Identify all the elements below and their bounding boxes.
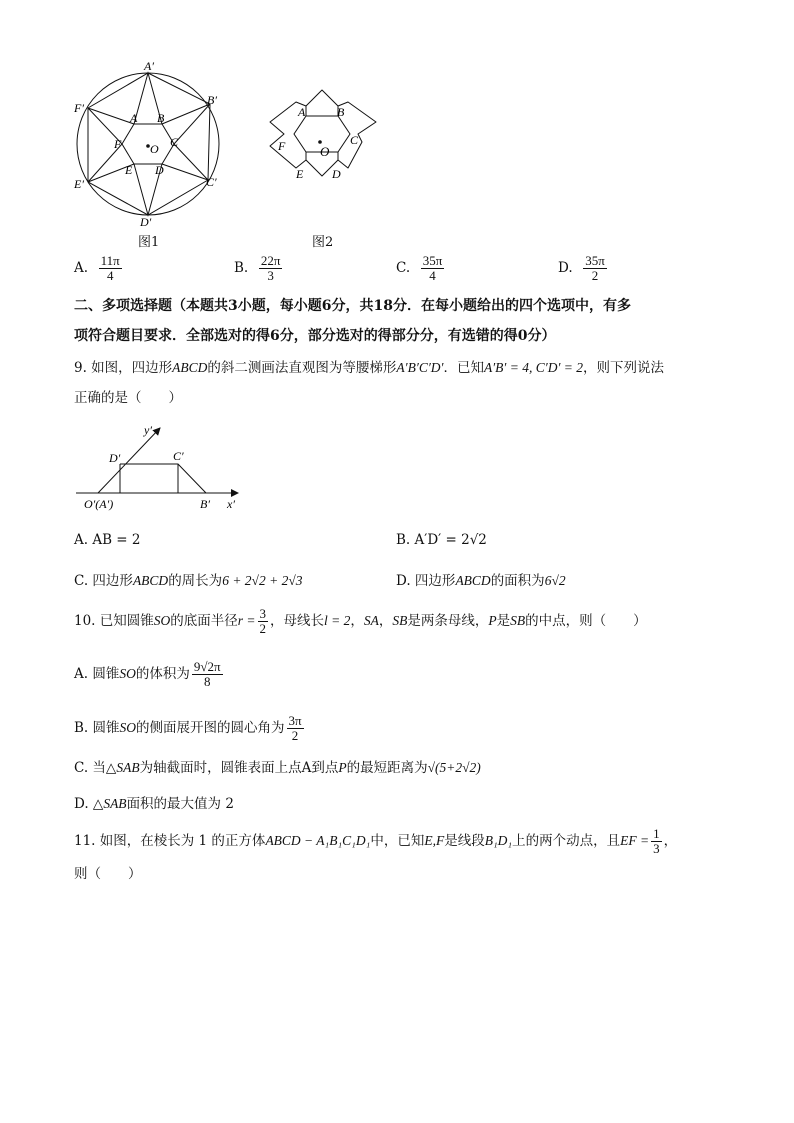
q9-label-o: O′(A′) bbox=[84, 497, 114, 511]
q9-label-b: B′ bbox=[200, 497, 210, 511]
svg-text:A′: A′ bbox=[144, 59, 154, 73]
q9-label-y: y′ bbox=[144, 423, 152, 437]
q10-stem: 10. 已知圆锥 SO 的底面半径 r = $\frac{3}{2}$ ，母线长 l = 2 ， SA ， SB 是两条母线， P 是 SB 的中点，则（ ） bbox=[74, 605, 647, 636]
q11-stem-line1: 11. 如图，在棱长为 1 的正方体 ABCD − A₁B₁C₁D₁ 中，已知 E,F 是线段 B₁D₁ 上的两个动点，且 EF = $\frac{1}{3}$ ， bbox=[74, 825, 678, 856]
q10-option-b: B. 圆锥 SO 的侧面展开图的圆心角为 $\frac{3\pi}{2}$ bbox=[74, 712, 302, 743]
svg-text:D: D bbox=[155, 163, 164, 177]
q8-option-b: B. $\frac{22\pi}{3}$ bbox=[234, 252, 281, 283]
svg-text:D: D bbox=[332, 167, 341, 181]
q9-label-c: C′ bbox=[173, 449, 184, 463]
section-2-header-line1: 二、多项选择题（本题共3小题，每小题6分，共18分．在每小题给出的四个选项中，有多 bbox=[74, 298, 631, 314]
svg-text:C: C bbox=[350, 133, 359, 147]
q9-option-d: D. 四边形ABCD的面积为6√2 bbox=[396, 573, 566, 589]
svg-text:O: O bbox=[150, 142, 159, 156]
figure-2-caption: 图2 bbox=[312, 235, 334, 250]
figure-1-caption: 图1 bbox=[138, 235, 160, 250]
q10-option-d: D. △SAB面积的最大值为 2 bbox=[74, 796, 234, 812]
svg-text:A: A bbox=[298, 105, 306, 119]
svg-text:D′: D′ bbox=[140, 215, 152, 228]
q8-option-a: A. $\frac{11\pi}{4}$ bbox=[74, 252, 120, 283]
svg-text:F: F bbox=[114, 137, 122, 151]
svg-text:F′: F′ bbox=[74, 101, 84, 115]
q10-option-c: C. 当△SAB为轴截面时，圆锥表面上点A到点P的最短距离为√(5+2√2) bbox=[74, 760, 481, 776]
svg-text:C: C bbox=[170, 135, 179, 149]
q9-stem-line2: 正确的是（ ） bbox=[74, 390, 182, 406]
q9-label-d: D′ bbox=[109, 451, 121, 465]
q10-option-a: A. 圆锥 SO 的体积为 $\frac{9√2\pi}{8}$ bbox=[74, 658, 221, 689]
svg-text:B′: B′ bbox=[207, 93, 217, 107]
svg-text:C′: C′ bbox=[206, 175, 217, 189]
q9-option-b: B. A′D′ = 2√2 bbox=[396, 532, 487, 548]
q11-stem-line2: 则（ ） bbox=[74, 866, 142, 882]
q8-option-c: C. $\frac{35\pi}{4}$ bbox=[396, 252, 443, 283]
svg-text:A: A bbox=[130, 111, 138, 125]
figure-2 bbox=[262, 80, 382, 185]
q9-stem-line1: 9. 如图，四边形ABCD的斜二测画法直观图为等腰梯形A′B′C′D′．已知A′B′ = 4, C′D′ = 2，则下列说法 bbox=[74, 360, 665, 376]
svg-text:B: B bbox=[157, 111, 165, 125]
svg-text:O: O bbox=[320, 144, 330, 159]
svg-text:B: B bbox=[337, 105, 345, 119]
svg-text:E′: E′ bbox=[74, 177, 84, 191]
section-2-header-line2: 项符合题目要求．全部选对的得6分，部分选对的得部分分，有选错的得0分） bbox=[74, 328, 556, 344]
svg-text:F: F bbox=[278, 139, 286, 153]
q9-figure bbox=[72, 420, 252, 516]
figure-1 bbox=[70, 58, 230, 228]
q8-option-d: D. $\frac{35\pi}{2}$ bbox=[558, 252, 605, 283]
svg-text:E: E bbox=[296, 167, 304, 181]
q9-label-x: x′ bbox=[227, 497, 235, 511]
svg-text:E: E bbox=[125, 163, 133, 177]
q9-option-c: C. 四边形ABCD的周长为6 + 2√2 + 2√3 bbox=[74, 573, 303, 589]
q9-option-a: A. AB = 2 bbox=[74, 532, 141, 548]
